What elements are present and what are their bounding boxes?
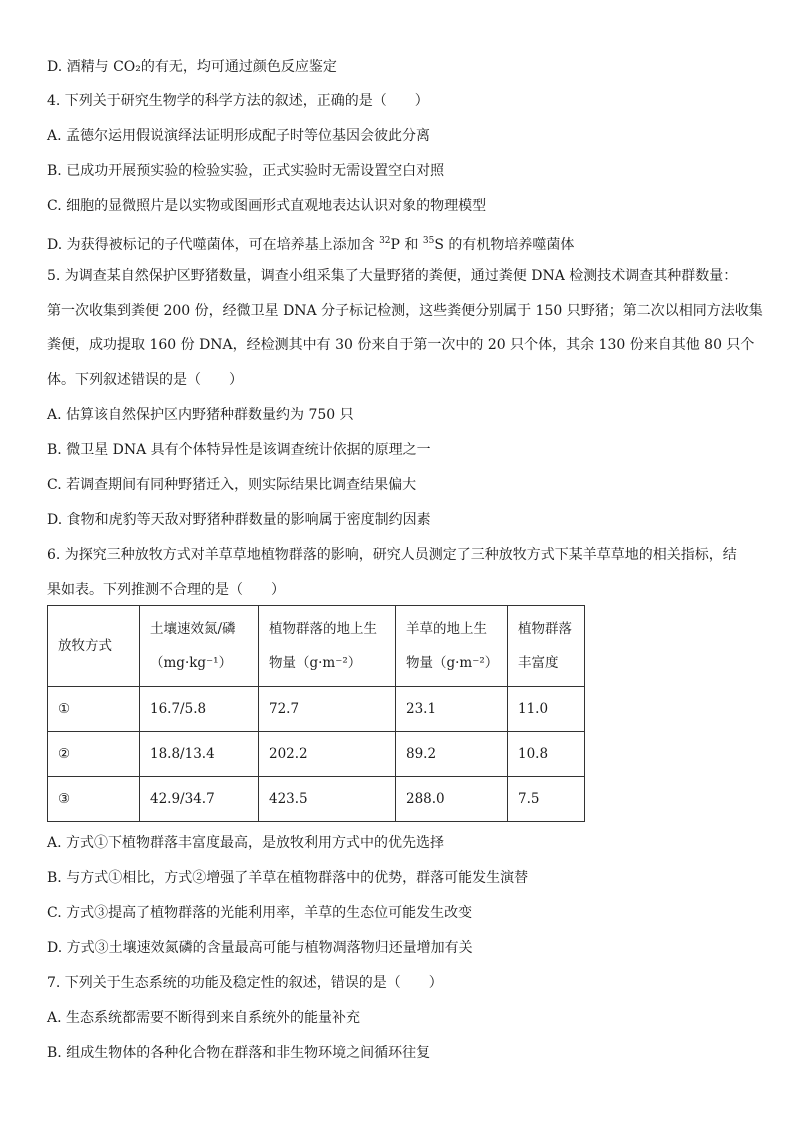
- q4-option-c: C. 细胞的显微照片是以实物或图画形式直观地表达认识对象的物理模型: [47, 198, 487, 214]
- q6-stem-line1: 6. 为探究三种放牧方式对羊草草地植物群落的影响，研究人员测定了三种放牧方式下某羊草草地的相关指标，结: [47, 547, 737, 563]
- header-grass-biomass-line1: 羊草的地上生: [406, 621, 487, 637]
- q4-option-d: [47, 231, 574, 255]
- header-richness: [508, 606, 585, 687]
- table-header-row: [48, 606, 585, 687]
- q4-stem: 4. 下列关于研究生物学的科学方法的叙述，正确的是（ ）: [47, 93, 429, 109]
- cell-np: 42.9/34.7: [140, 777, 259, 822]
- grazing-data-table: [47, 605, 585, 822]
- q4d-text-post: S 的有机物培养噬菌体: [434, 237, 575, 253]
- cell-grass-biomass: 288.0: [396, 777, 508, 822]
- q5-stem-line2: 第一次收集到粪便 200 份，经微卫星 DNA 分子标记检测，这些粪便分别属于 150 只野猪；第二次以相同方法收集: [47, 303, 763, 319]
- header-grass-biomass-line2: 物量（g·m⁻²）: [406, 655, 499, 671]
- cell-np: 18.8/13.4: [140, 732, 259, 777]
- q5-stem-line4: 体。下列叙述错误的是（ ）: [47, 372, 243, 388]
- q3-option-d: D. 酒精与 CO₂的有无，均可通过颜色反应鉴定: [47, 59, 337, 75]
- cell-mode: ②: [48, 732, 140, 777]
- header-grazing-mode: 放牧方式: [48, 606, 140, 687]
- header-soil-np-unit: （mg·kg⁻¹）: [150, 655, 233, 671]
- q4d-text-pre: D. 为获得被标记的子代噬菌体，可在培养基上添加含: [47, 237, 380, 253]
- q4d-superscript-32: 32: [379, 236, 391, 246]
- q5-stem-line3: 粪便，成功提取 160 份 DNA，经检测其中有 30 份来自于第一次中的 20 只个体，其余 130 份来自其他 80 只个: [47, 337, 755, 353]
- table-row: [48, 732, 585, 777]
- q6-option-a: A. 方式①下植物群落丰富度最高，是放牧利用方式中的优先选择: [47, 835, 445, 851]
- cell-plant-biomass: 202.2: [259, 732, 396, 777]
- q5-option-b: B. 微卫星 DNA 具有个体特异性是该调查统计依据的原理之一: [47, 442, 431, 458]
- header-grass-biomass: [396, 606, 508, 687]
- header-plant-biomass-line1: 植物群落的地上生: [269, 621, 377, 637]
- q7-option-b: B. 组成生物体的各种化合物在群落和非生物环境之间循环往复: [47, 1045, 431, 1061]
- cell-richness: 10.8: [508, 732, 585, 777]
- q6-stem-line2: 果如表。下列推测不合理的是（ ）: [47, 582, 285, 598]
- cell-mode: ③: [48, 777, 140, 822]
- q6-option-c: C. 方式③提高了植物群落的光能利用率，羊草的生态位可能发生改变: [47, 905, 473, 921]
- q4-option-a: A. 孟德尔运用假说演绎法证明形成配子时等位基因会彼此分离: [47, 128, 431, 144]
- header-richness-line1: 植物群落: [518, 621, 572, 637]
- cell-richness: 11.0: [508, 687, 585, 732]
- cell-mode: ①: [48, 687, 140, 732]
- header-soil-np-line1: 土壤速效氮/磷: [150, 621, 236, 637]
- table-row: [48, 687, 585, 732]
- q7-stem: 7. 下列关于生态系统的功能及稳定性的叙述，错误的是（ ）: [47, 975, 443, 991]
- q4d-text-mid: P 和: [390, 237, 423, 253]
- header-plant-biomass-line2: 物量（g·m⁻²）: [269, 655, 362, 671]
- cell-grass-biomass: 23.1: [396, 687, 508, 732]
- q5-option-a: A. 估算该自然保护区内野猪种群数量约为 750 只: [47, 407, 354, 423]
- cell-plant-biomass: 423.5: [259, 777, 396, 822]
- q7-option-a: A. 生态系统都需要不断得到来自系统外的能量补充: [47, 1010, 361, 1026]
- cell-plant-biomass: 72.7: [259, 687, 396, 732]
- header-plant-biomass: [259, 606, 396, 687]
- header-richness-line2: 丰富度: [518, 655, 559, 671]
- q5-option-d: D. 食物和虎豹等天敌对野猪种群数量的影响属于密度制约因素: [47, 512, 431, 528]
- q5-option-c: C. 若调查期间有同种野猪迁入，则实际结果比调查结果偏大: [47, 477, 417, 493]
- cell-richness: 7.5: [508, 777, 585, 822]
- q6-option-d: D. 方式③土壤速效氮磷的含量最高可能与植物凋落物归还量增加有关: [47, 940, 473, 956]
- q6-option-b: B. 与方式①相比，方式②增强了羊草在植物群落中的优势，群落可能发生演替: [47, 870, 529, 886]
- cell-np: 16.7/5.8: [140, 687, 259, 732]
- q4d-superscript-35: 35: [422, 236, 435, 246]
- q5-stem-line1: 5. 为调查某自然保护区野猪数量，调查小组采集了大量野猪的粪便，通过粪便 DNA 检测技术调查其种群数量：: [47, 268, 738, 284]
- cell-grass-biomass: 89.2: [396, 732, 508, 777]
- header-soil-np: [140, 606, 259, 687]
- table-row: [48, 777, 585, 822]
- q4-option-b: B. 已成功开展预实验的检验实验，正式实验时无需设置空白对照: [47, 163, 445, 179]
